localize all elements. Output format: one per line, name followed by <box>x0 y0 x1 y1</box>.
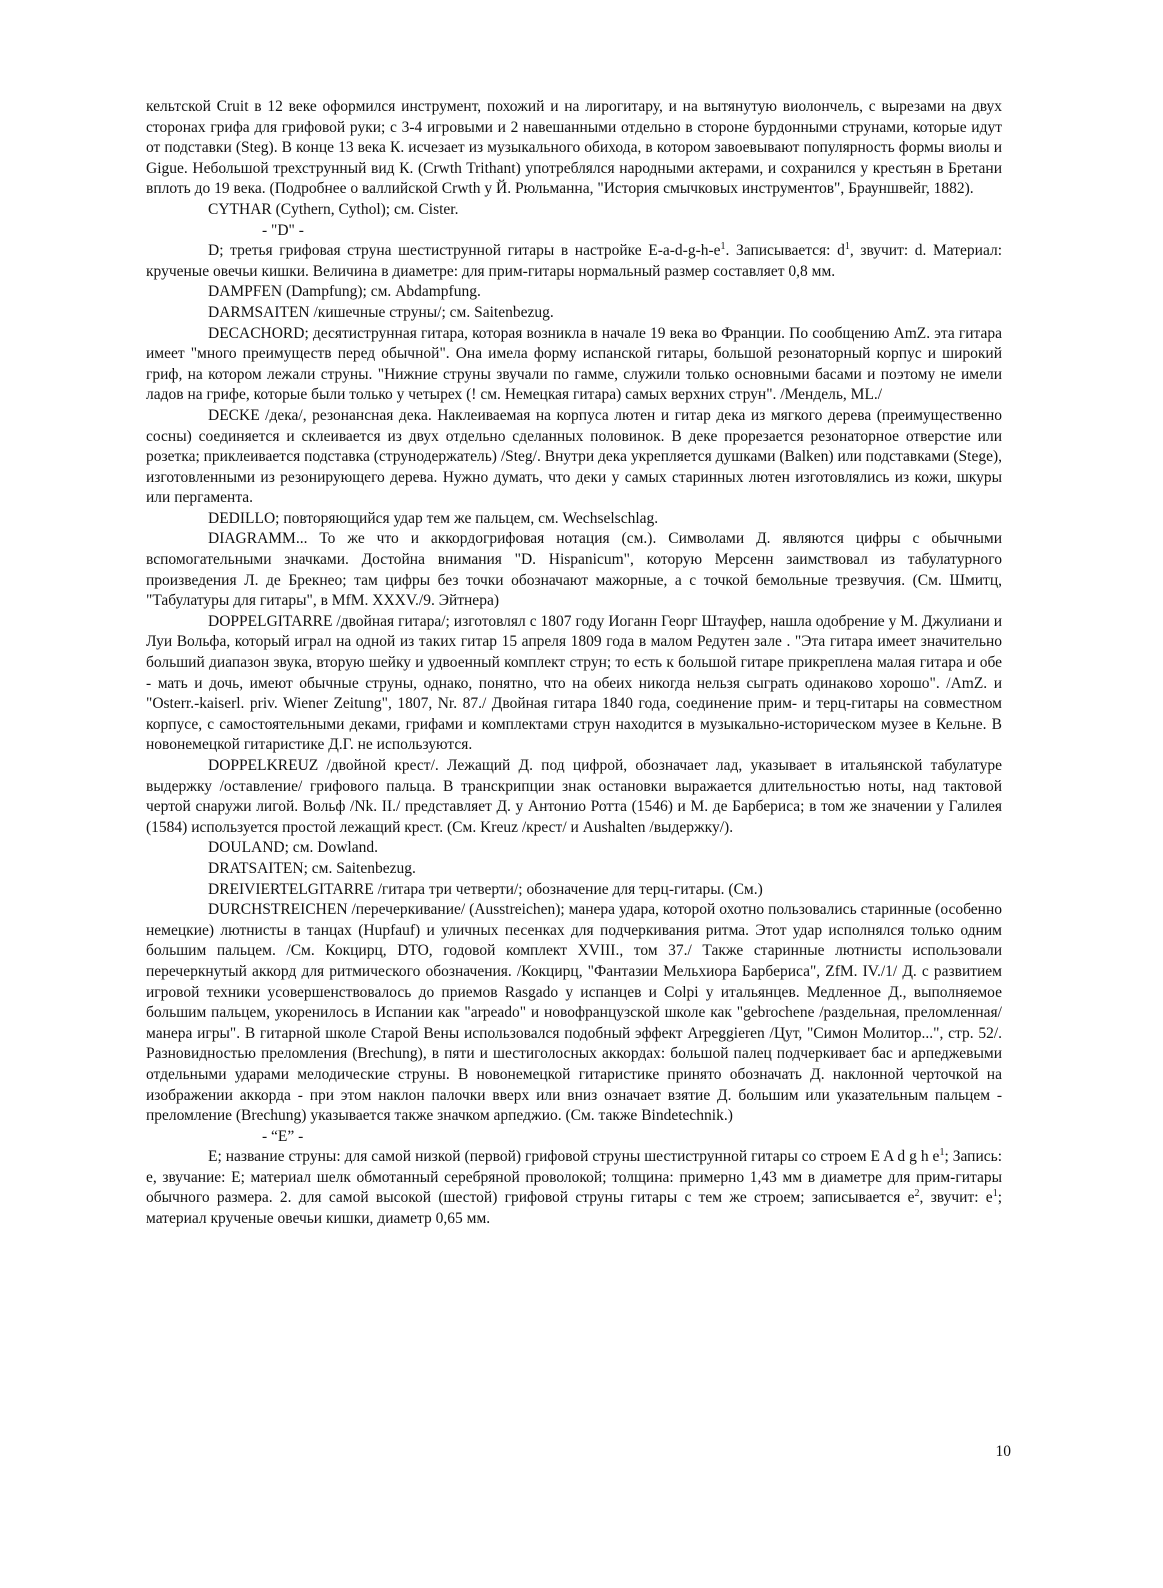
entry-darmsaiten: DARMSAITEN /кишечные струны/; см. Saitenbezug. <box>208 303 554 321</box>
superscript: 1 <box>720 241 726 252</box>
entry-doppelkreuz: DOPPELKREUZ /двойной крест/. Лежащий Д. под цифрой, обозначает лад, указывает в итальянской табулатуре выдержку /оставление/ грифового пальца. В транскрипции знак остановки выражается длительностью ноты, над тактовой чертой снаружи лигой. Вольф /Nk. II./ представляет Д. у Антонио Ротта (1546) и М. де Барбериса; в том же значении у Галилея (1584) используется простой лежащий крест. (См. Kreuz /крест/ и Aushalten /выдержку/). <box>146 757 1002 836</box>
entry-diagramm: DIAGRAMM... То же что и аккордогрифовая нотация (см.). Символами Д. являются цифры с обычными вспомогательными значками. Достойна внимания "D. Hispanicum", которую Мерсенн заимствовал из табулатурного произведения Л. де Брекнео; там цифры без точки обозначают мажорные, а с точкой бемольные трезвучия. (См. Шмитц, "Табулатуры для гитары", в MfM. XXXV./9. Эйтнера) <box>146 530 1002 610</box>
entry-decachord: DECACHORD; десятиструнная гитара, которая возникла в начале 19 века во Франции. По сообщению AmZ. эта гитара имеет "много преимуществ перед обычной". Она имела форму испанской гитары, большой резонаторный корпус и широкий гриф, на котором лежали струны. "Нижние струны звучали по гамме, служили только основными басами и поэтому не имели ладов на грифе, которые были только у четырех (! см. Немецкая гитара) самых верхних струн". /Мендель, ML./ <box>146 324 1002 404</box>
text-run: D; третья грифовая струна шестиструнной гитары в настройке E-a-d-g-h-e <box>208 242 721 260</box>
section-header-e: - “E” - <box>262 1127 304 1145</box>
entry-decke: DECKE /дека/, резонансная дека. Наклеиваемая на корпуса лютен и гитар дека из мягкого дерева (преимущественно сосны) соединяется и склеивается из двух отдельно сделанных половинок. В деке прорезается резонаторное отверстие или розетка; приклеивается подставка (струнодержатель) /Steg/. Внутри дека укрепляется душками (Balken) или подставками (Stege), изготовленными из резонирующего дерева. Нужно думать, что деки у самых старинных лютен изготовлялись из кожи, шкуры или пергамента. <box>146 406 1002 507</box>
text-run: , звучит: e <box>919 1189 993 1207</box>
entry-e-string <box>146 1147 1002 1229</box>
superscript: 2 <box>914 1188 920 1200</box>
section-header-d: - "D" - <box>262 221 304 239</box>
superscript: 1 <box>844 241 850 252</box>
page-number: 10 <box>995 1443 1011 1460</box>
entry-dampfen: DAMPFEN (Dampfung); см. Abdampfung. <box>208 283 481 301</box>
entry-durchstreichen: DURCHSTREICHEN /перечеркивание/ (Ausstreichen); манера удара, которой охотно пользовались старинные (особенно немецкие) лютнисты в танцах (Hupfauf) и уличных песенках для подчеркивания ритма. Этот удар исполнялся только одним большим пальцем. /См. Кокцирц, DTO, годовой комплект XVIII., том 37./ Также старинные лютнисты использовали перечеркнутый аккорд для ритмического обозначения. /Кокцирц, "Фантазии Мельхиора Барбериса", ZfM. IV./1/ Д. с развитием игровой техники усовершенствовалось до приемов Rasgado у испанцев и Colpi у итальянцев. Медленное Д., выполняемое большим пальцем, укоренилось в Испании как "arpeado" и новофранцузской школе как "gebrochene /раздельная, преломленная/ манера игры". В гитарной школе Старой Вены использовался подобный эффект Arpeggieren /Цут, "Симон Молитор...", стр. 52/. Разновидностью преломления (Brechung), в пяти и шестиголосных аккордах: большой палец подчеркивает бас и арпеджевыми отдельными ударами мелодические струны. В новонемецкой гитаристике принято обозначать Д. наклонной черточкой на изображении аккорда - при этом наклон палочки вверх или вниз означает взятие Д. большим или указательным пальцем - преломление (Brechung) указывается также значком арпеджио. (См. также Bindetechnik.) <box>146 901 1002 1125</box>
text-run: . Записывается: d <box>725 242 845 260</box>
paragraph-crwth-continuation: кельтской Cruit в 12 веке оформился инструмент, похожий и на лирогитару, и на вытянутую виолончель, с вырезами на двух сторонах грифа для грифовой руки; с 3-4 игровыми и 2 навешанными отдельно в стороне бурдонными струнами, которые идут от подставки (Steg). В конце 13 века К. исчезает из музыкального обихода, в котором завоевывают популярность формы виолы и Gigue. Небольшой трехструнный вид К. (Crwth Trithant) употреблялся народными актерами, и сохранился у крестьян в Бретани вплоть до 19 века. (Подробнее о валлийской Crwth у Й. Рюльманна, "История смычковых инструментов", Брауншвейг, 1882). <box>146 98 1002 198</box>
entry-dreiviertelgitarre: DREIVIERTELGITARRE /гитара три четверти/; обозначение для терц-гитары. (См.) <box>208 880 763 898</box>
superscript: 1 <box>992 1188 998 1200</box>
entry-d-string <box>146 241 1002 282</box>
text-run: , звучит: d. Материал: крученые овечьи кишки. Величина в диаметре: для прим-гитары нормальный размер составляет 0,8 мм. <box>146 242 1002 280</box>
page-body <box>146 97 1002 1230</box>
text-run: ; Запись: e, звучание: E; материал шелк обмотанный серебряной проволокой; толщина: примерно 1,43 мм в диаметре для прим-гитары обычного размера. 2. для самой высокой (шестой) грифовой струны гитары с тем же строем; записывается e <box>146 1148 1002 1207</box>
entry-dratsaiten: DRATSAITEN; см. Saitenbezug. <box>208 859 416 877</box>
text-run: ; материал крученые овечьи кишки, диаметр 0,65 мм. <box>146 1189 1002 1228</box>
entry-doppelgitarre: DOPPELGITARRE /двойная гитара/; изготовлял с 1807 году Иоганн Георг Штауфер, нашла одобрение у М. Джулиани и Луи Вольфа, который играл на одной из таких гитар 15 апреля 1809 года в малом Редутен зале . "Эта гитара имеет значительно больший диапазон звука, вторую шейку и удвоенный комплект струн; то есть к большой гитаре прикреплена малая гитара и обе - мать и дочь, имеют обычные струны, однако, понятно, что на обеих никогда нельзя сыграть одинаково хорошо". /AmZ. и "Osterr.-kaiserl. priv. Wiener Zeitung", 1807, Nr. 87./ Двойная гитара 1840 года, соединение прим- и терц-гитары на совместном корпусе, с самостоятельными деками, грифами и комплектами струн находится в музыкально-историческом музее в Кельне. В новонемецкой гитаристике Д.Г. не используются. <box>146 612 1002 754</box>
superscript: 1 <box>939 1147 945 1159</box>
text-run: E; название струны: для самой низкой (первой) грифовой струны шестиструнной гитары со строем E A d g h e <box>208 1148 940 1166</box>
entry-dedillo: DEDILLO; повторяющийся удар тем же пальцем, см. Wechselschlag. <box>208 509 659 527</box>
entry-cythar: CYTHAR (Cythern, Cythol); см. Cister. <box>208 200 459 218</box>
entry-douland: DOULAND; см. Dowland. <box>208 839 378 857</box>
